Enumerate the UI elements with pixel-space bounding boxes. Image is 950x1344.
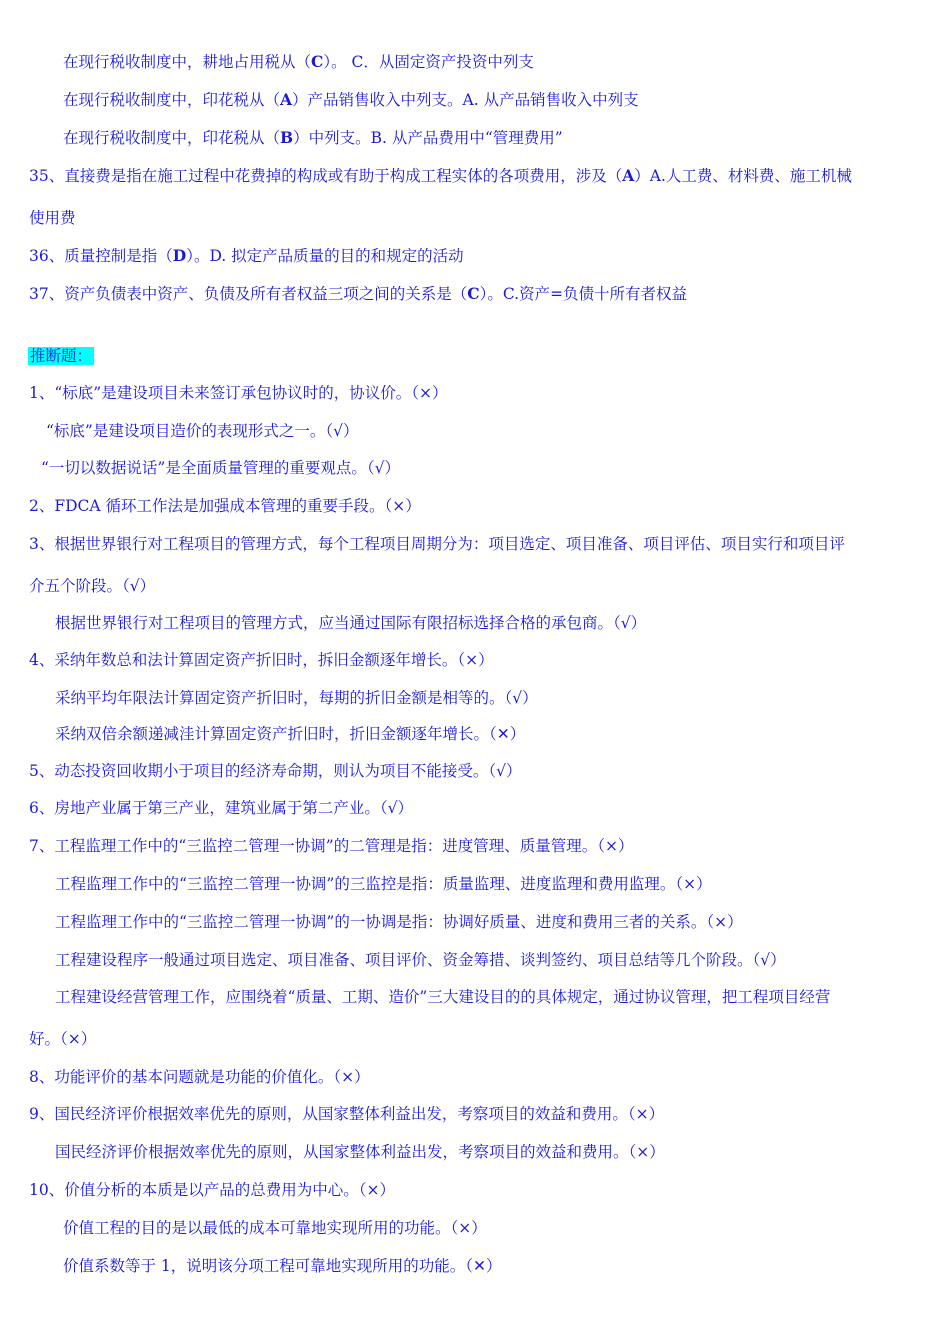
text-line: 好。（×） — [29, 1030, 97, 1048]
text-line: 5、动态投资回收期小于项目的经济寿命期，则认为项目不能接受。（√） — [29, 762, 522, 780]
text-line: 工程监理工作中的“三监控二管理一协调”的三监控是指：质量监理、进度监理和费用监理。（×） — [55, 875, 712, 893]
text-line: 10、价值分析的本质是以产品的总费用为中心。（×） — [29, 1181, 395, 1199]
text-line: 采纳平均年限法计算固定资产折旧时，每期的折旧金额是相等的。（√） — [55, 689, 538, 707]
text-line: 工程监理工作中的“三监控二管理一协调”的一协调是指：协调好质量、进度和费用三者的关系。（×） — [55, 913, 743, 931]
text-line: 根据世界银行对工程项目的管理方式，应当通过国际有限招标选择合格的承包商。（√） — [55, 614, 647, 632]
text-line: 价值系数等于 1，说明该分项工程可靠地实现所用的功能。（✕） — [63, 1257, 502, 1275]
text-line: 在现行税收制度中，印花税从（A）产品销售收入中列支。A. 从产品销售收入中列支 — [63, 90, 639, 109]
text-line: 采纳双倍余额递减洼计算固定资产折旧时，折旧金额逐年增长。（✕） — [55, 725, 526, 743]
text-line: 价值工程的目的是以最低的成本可靠地实现所用的功能。（×） — [63, 1219, 487, 1237]
text-line: “标底”是建设项目造价的表现形式之一。（√） — [46, 422, 359, 440]
text-line: 7、工程监理工作中的“三监控二管理一协调”的二管理是指：进度管理、质量管理。（×） — [29, 837, 634, 855]
text-line: 6、房地产业属于第三产业，建筑业属于第二产业。（√） — [29, 799, 413, 817]
text-line: 9、国民经济评价根据效率优先的原则，从国家整体利益出发，考察项目的效益和费用。（×） — [29, 1105, 665, 1123]
text-line: 4、采纳年数总和法计算固定资产折旧时，拆旧金额逐年增长。（×） — [29, 651, 494, 669]
text-line: 介五个阶段。（√） — [29, 577, 156, 595]
text-line: 使用费 — [29, 209, 76, 227]
text-line: 2、FDCA 循环工作法是加强成本管理的重要手段。（×） — [29, 497, 421, 515]
text-line: 3、根据世界银行对工程项目的管理方式，每个工程项目周期分为：项目选定、项目准备、项目评估、项目实行和项目评 — [29, 535, 845, 553]
text-line: 国民经济评价根据效率优先的原则，从国家整体利益出发，考察项目的效益和费用。（×） — [55, 1143, 665, 1161]
text-line: 工程建设程序一般通过项目选定、项目准备、项目评价、资金筹措、谈判签约、项目总结等几个阶段。（√） — [55, 951, 786, 969]
text-line: “一切以数据说话”是全面质量管理的重要观点。（√） — [41, 459, 400, 477]
text-line: 36、质量控制是指（D）。D. 拟定产品质量的目的和规定的活动 — [29, 246, 464, 265]
text-line: 8、功能评价的基本问题就是功能的价值化。（×） — [29, 1068, 370, 1086]
text-line: 1、“标底”是建设项目未来签订承包协议时的，协议价。（×） — [29, 384, 448, 402]
text-line: 在现行税收制度中，印花税从（B）中列支。B. 从产品费用中“管理费用” — [63, 128, 563, 147]
text-line: 37、资产负债表中资产、负债及所有者权益三项之间的关系是（C）。C.资产=负债十所有者权益 — [29, 284, 688, 303]
section-heading: 推断题： — [30, 347, 93, 365]
text-line: 35、直接费是指在施工过程中花费掉的构成或有助于构成工程实体的各项费用，涉及（A）A.人工费、材料费、施工机械 — [29, 166, 852, 185]
text-line: 工程建设经营管理工作，应围绕着“质量、工期、造价”三大建设目的的具体规定，通过协议管理，把工程项目经营 — [55, 988, 831, 1006]
text-line: 在现行税收制度中，耕地占用税从（C）。 C．从固定资产投资中列支 — [63, 52, 534, 71]
